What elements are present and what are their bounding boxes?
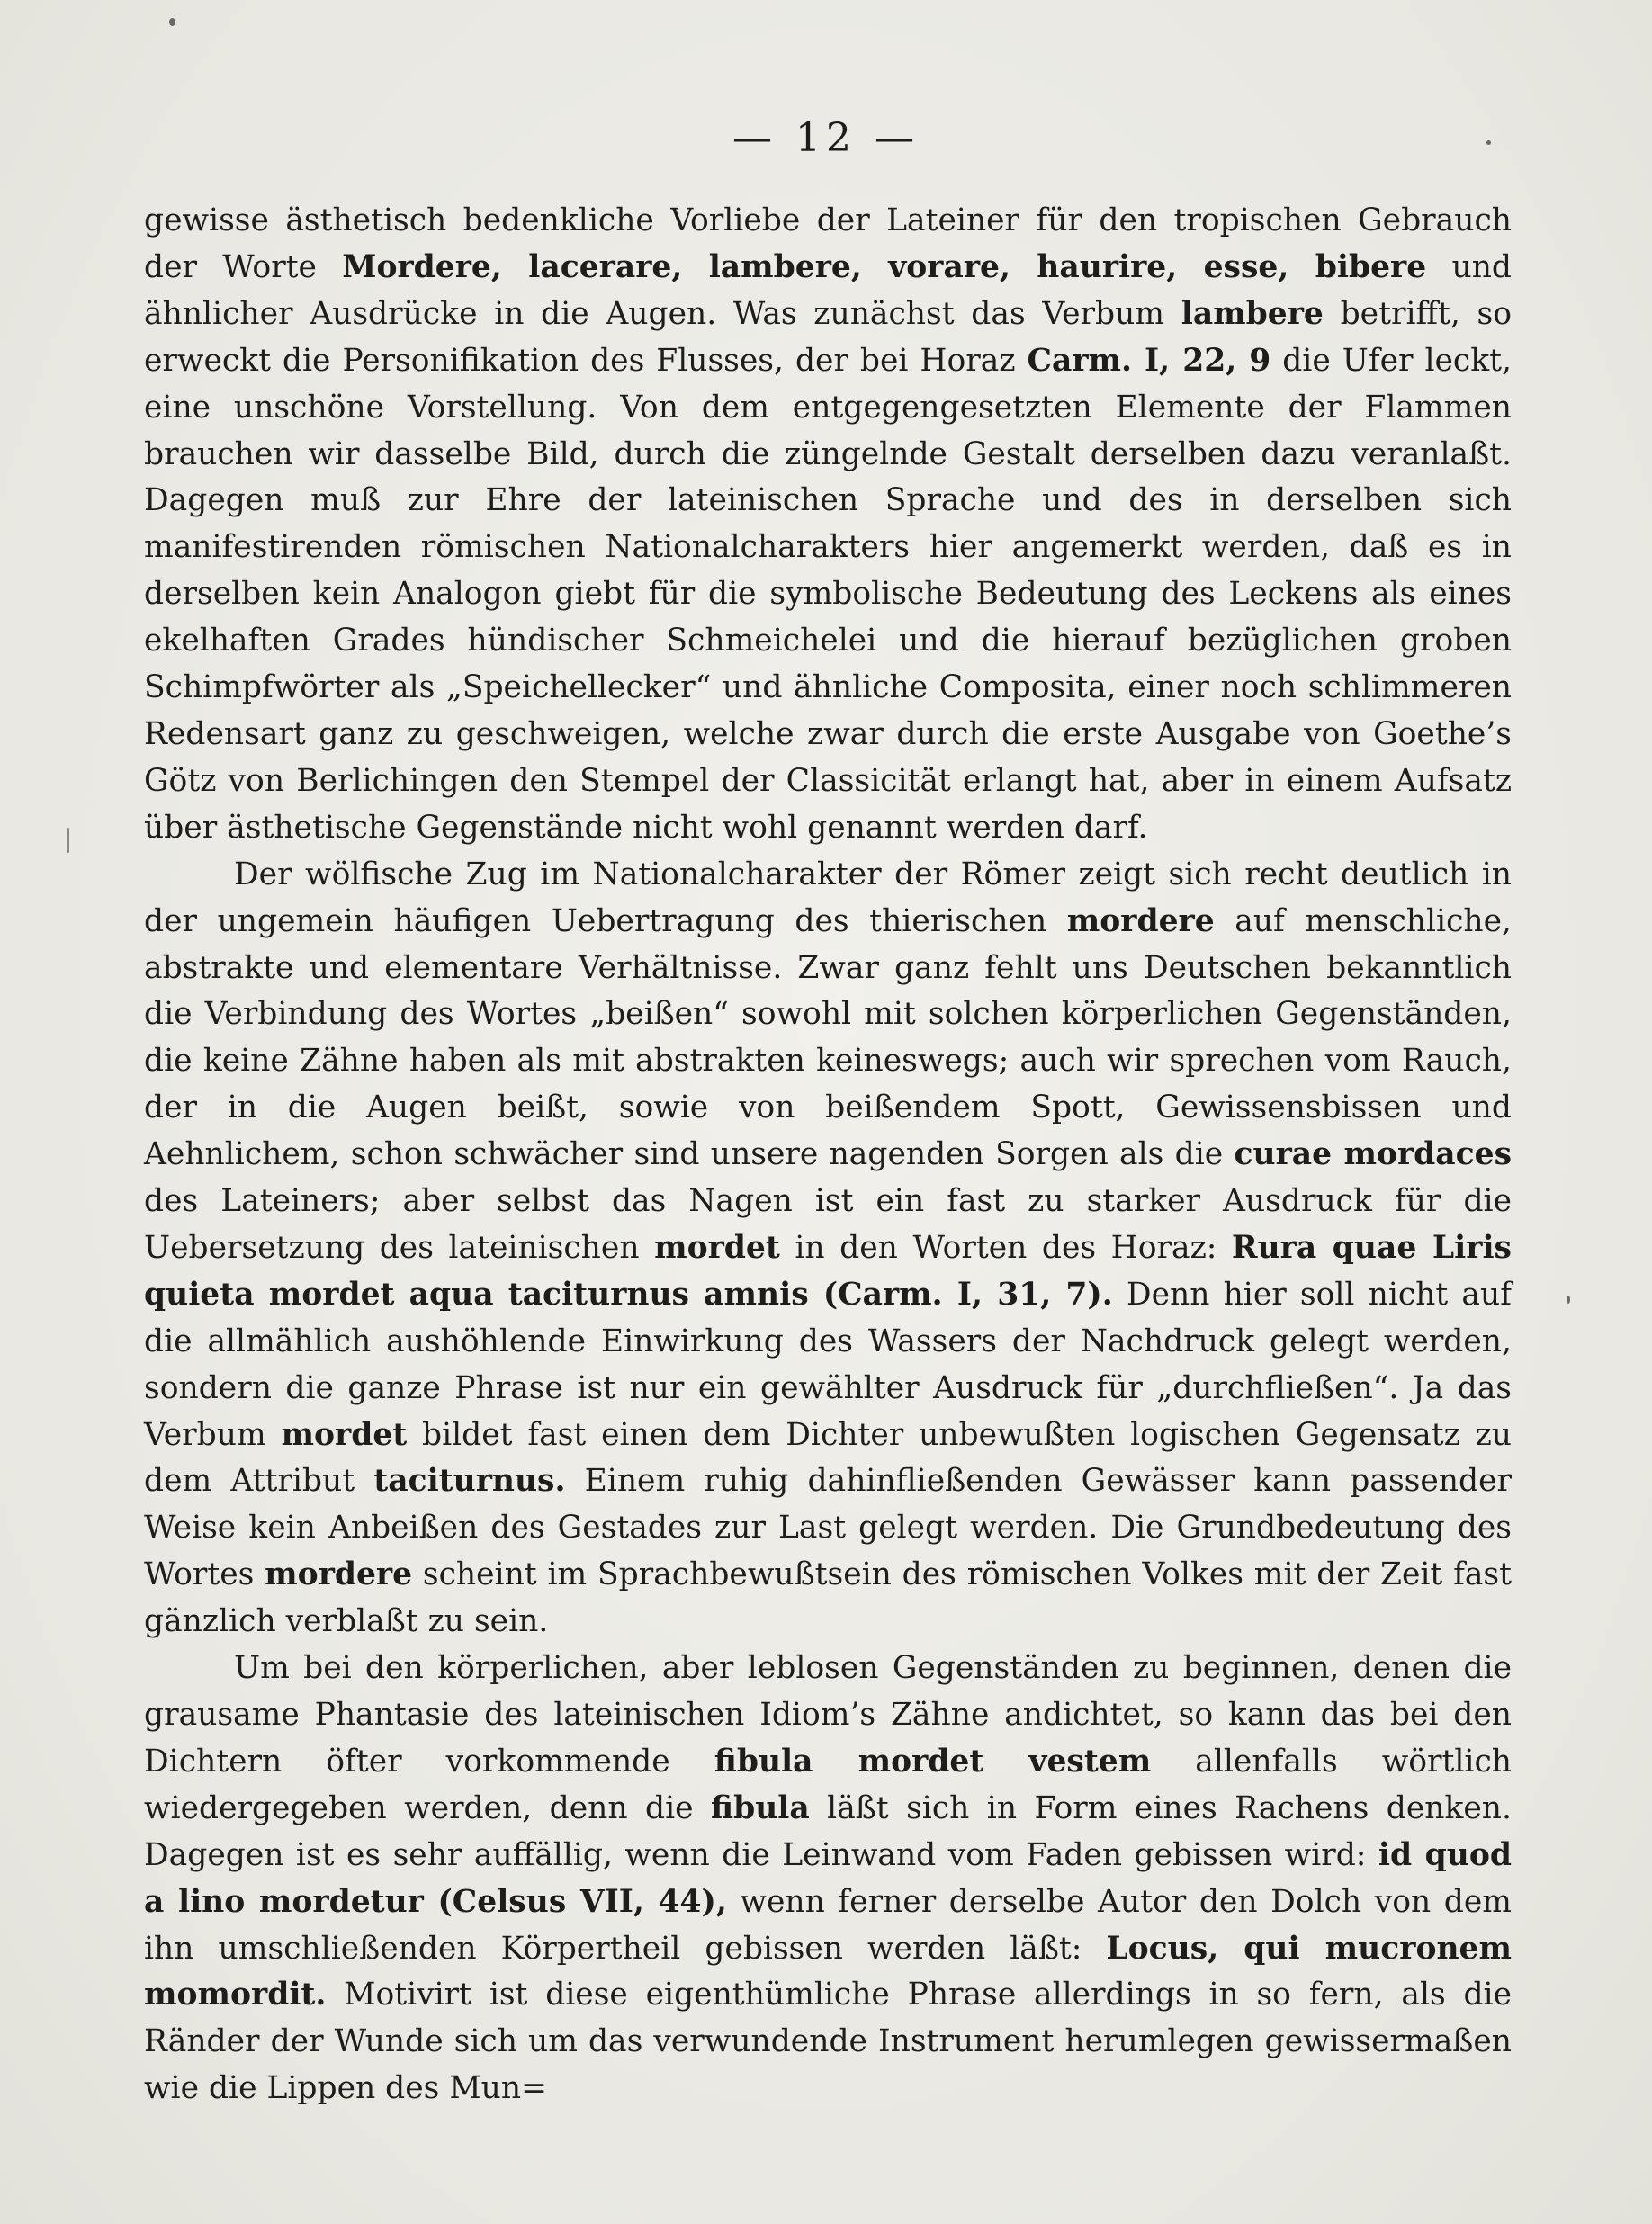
text-run: und ähnlicher Ausdrücke in die Augen. Was zunächst das Verbum (144, 248, 1512, 332)
scan-speck (1486, 140, 1491, 145)
latin-phrase: mordet (281, 1416, 408, 1453)
text-run: in den Worten des Horaz: (779, 1229, 1232, 1266)
text-run: gewisse ästhetisch bedenkliche Vorliebe der Lateiner für den tropischen Gebrauch der Worte (144, 202, 1512, 285)
latin-phrase: fibula (710, 1789, 810, 1826)
text-run: Denn hier soll nicht auf die allmählich aushöhlende Einwirkung des Wassers der Nachdruck gelegt werden, sondern die ganze Phrase ist nur ein gewählter Ausdruck für „durchfließen“. Ja das Verbum (144, 1276, 1512, 1453)
latin-phrase: lambere (1181, 295, 1324, 332)
text-run: Motivirt ist diese eigenthümliche Phrase allerdings in so fern, als die Ränder der Wunde sich um das verwundende Instrument herumlegen gewissermaßen wie die Lippen des Mun= (144, 1977, 1512, 2107)
text-run: allenfalls wörtlich wiedergegeben werden, denn die (144, 1743, 1512, 1826)
text-run: Einem ruhig dahinfließenden Gewässer kann passender Weise kein Anbeißen des Gestades zur Last gelegt werden. Die Grundbedeutung des Wortes (144, 1463, 1512, 1593)
latin-phrase: fibula mordet vestem (714, 1743, 1152, 1780)
latin-phrase: mordet (654, 1229, 780, 1266)
text-run: des Lateiners; aber selbst das Nagen ist ein fast zu starker Ausdruck für die Uebersetzung des lateinischen (144, 1183, 1512, 1266)
text-run: Der wölfische Zug im Nationalcharakter der Römer zeigt sich recht deutlich in der ungemein häufigen Uebertragung des thierischen (144, 856, 1512, 939)
latin-phrase: Locus, qui mucronem momordit. (144, 1930, 1512, 2013)
text-run: scheint im Sprachbewußtsein des römischen Volkes mit der Zeit fast gänzlich verblaßt zu sein. (144, 1556, 1512, 1640)
paragraph-3 (144, 1646, 1512, 2112)
page-number: — 12 — (732, 115, 920, 161)
latin-phrase: taciturnus. (373, 1463, 566, 1500)
latin-phrase: mordere (1066, 902, 1215, 939)
latin-phrase: mordere (265, 1556, 413, 1593)
text-run: die Ufer leckt, eine unschöne Vorstellung. Von dem entgegengesetzten Elemente der Flammen brauchen wir dasselbe Bild, durch die züngelnde Gestalt derselben dazu veranlaßt. Dagegen muß zur Ehre der lateinischen Sprache und des in derselben sich manifestirenden römischen Nationalcharakters hier angemerkt werden, daß es in derselben kein Analogon giebt für die symbolische Bedeutung des Leckens als eines ekelhaften Grades hündischer Schmeichelei und die hierauf bezüglichen groben Schimpfwörter als „Speichellecker“ und ähnliche Composita, einer noch schlimmeren Redensart ganz zu geschweigen, welche zwar durch die erste Ausgabe von Goethe’s Götz von Berlichingen den Stempel der Classicität erlangt hat, aber in einem Aufsatz über ästhetische Gegenstände nicht wohl genannt werden darf. (144, 342, 1512, 846)
latin-phrase: Rura quae Liris quieta mordet aqua taciturnus amnis (Carm. I, 31, 7). (144, 1229, 1512, 1313)
text-run: Um bei den körperlichen, aber leblosen Gegenständen zu beginnen, denen die grausame Phantasie des lateinischen Idiom’s Zähne andichtet, so kann das bei den Dichtern öfter vorkommende (144, 1650, 1512, 1780)
scan-speck (169, 18, 175, 26)
scan-speck (1567, 1296, 1570, 1304)
text-run: läßt sich in Form eines Rachens denken. Dagegen ist es sehr auffällig, wenn die Leinwand vom Faden gebissen wird: (144, 1789, 1512, 1873)
body-text (144, 198, 1512, 2112)
scan-speck (67, 828, 69, 853)
paragraph-2 (144, 852, 1512, 1646)
text-run: auf menschliche, abstrakte und elementare Verhältnisse. Zwar ganz fehlt uns Deutschen bekanntlich die Verbindung des Wortes „beißen“ sowohl mit solchen körperlichen Gegenständen, die keine Zähne haben als mit abstrakten keineswegs; auch wir sprechen vom Rauch, der in die Augen beißt, sowie von beißendem Spott, Gewissensbissen und Aehnlichem, schon schwächer sind unsere nagenden Sorgen als die (144, 902, 1512, 1173)
text-run: betrifft, so erweckt die Personifikation des Flusses, der bei Horaz (144, 295, 1512, 379)
latin-phrase: Mordere, lacerare, lambere, vorare, haurire, esse, bibere (342, 248, 1427, 285)
latin-phrase: Carm. I, 22, 9 (1027, 342, 1271, 379)
latin-phrase: id quod a lino mordetur (Celsus VII, 44), (144, 1836, 1512, 1920)
text-run: bildet fast einen dem Dichter unbewußten logischen Gegensatz zu dem Attribut (144, 1416, 1512, 1500)
text-run: wenn ferner derselbe Autor den Dolch von dem ihn umschließenden Körpertheil gebissen werden läßt: (144, 1883, 1512, 1967)
latin-phrase: curae mordaces (1234, 1136, 1512, 1173)
paragraph-1 (144, 198, 1512, 852)
